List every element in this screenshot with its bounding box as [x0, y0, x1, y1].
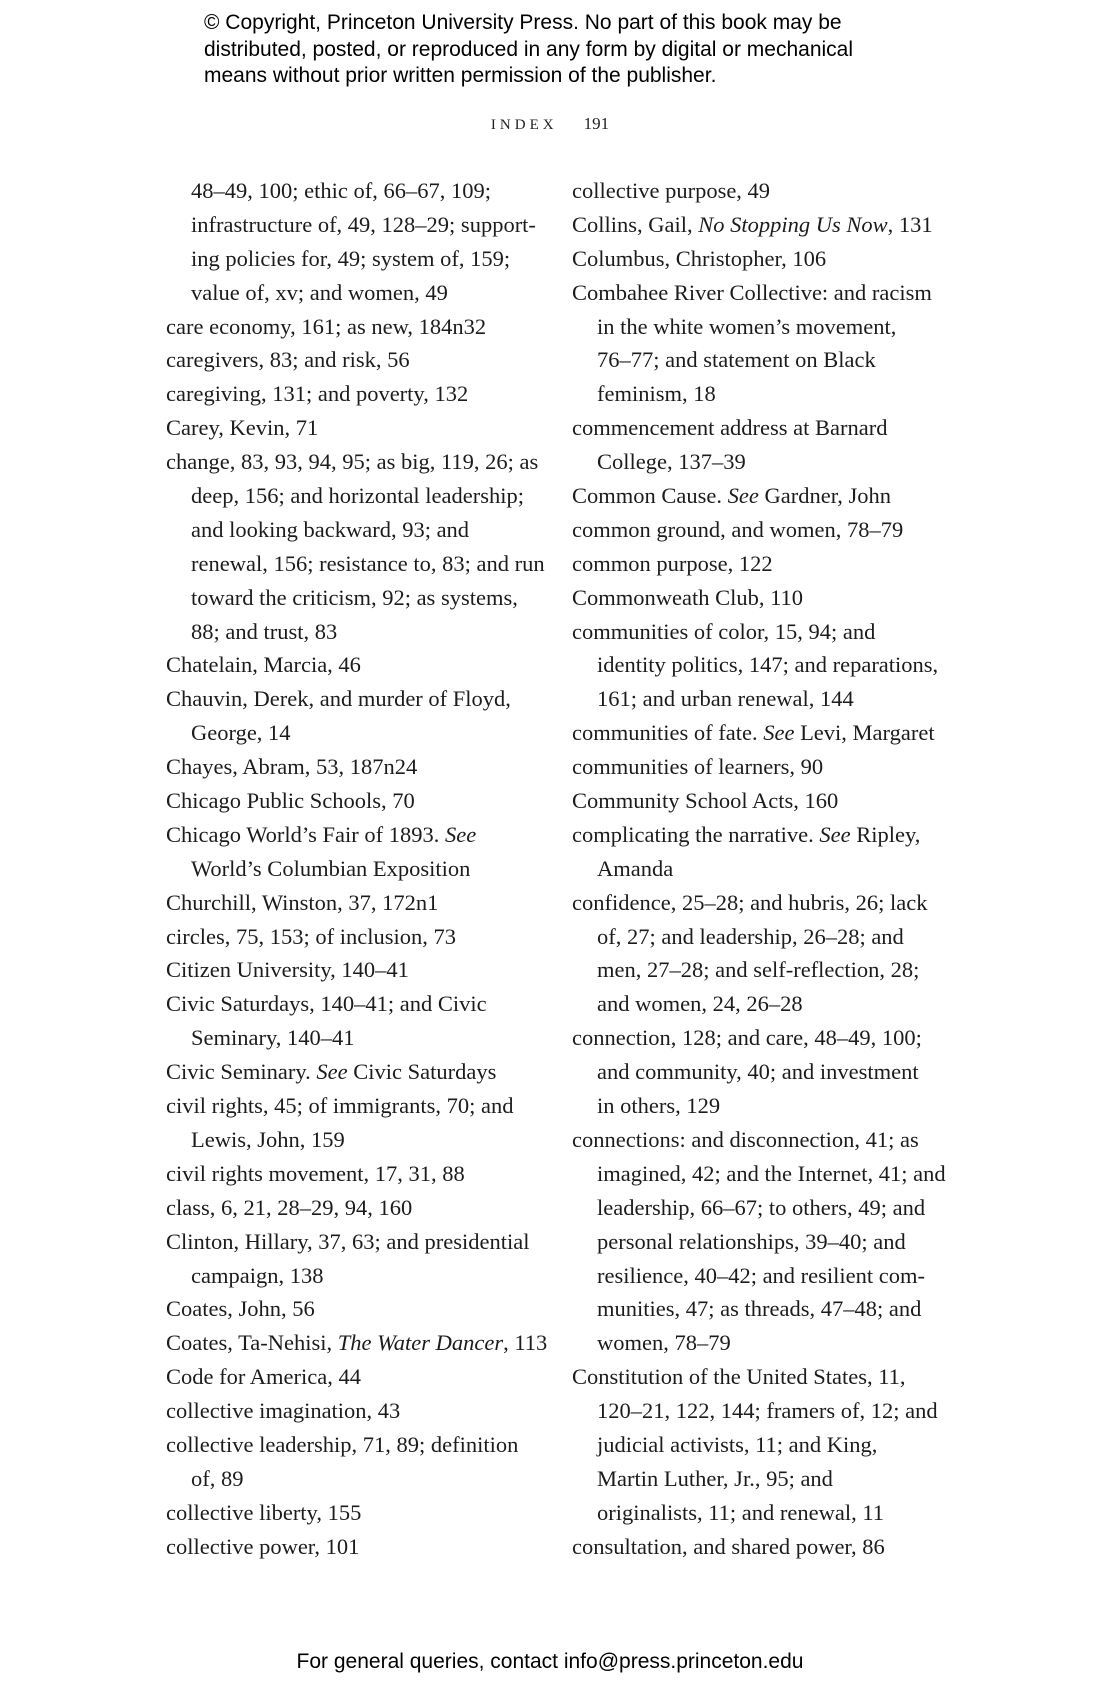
index-entry: [572, 1021, 952, 1055]
index-entry-continuation: [166, 1021, 536, 1055]
index-entry: [572, 1123, 952, 1157]
index-entry-continuation: [572, 1462, 952, 1496]
index-entry-continuation: [572, 852, 952, 886]
index-entry-continuation: [166, 615, 536, 649]
index-entry-continuation: [572, 920, 952, 954]
index-entry: [166, 953, 536, 987]
entry-text: Commonweath Club, 110: [572, 584, 804, 610]
entry-text: George, 14: [191, 720, 291, 746]
index-entry: [166, 1089, 536, 1123]
index-entry: [166, 920, 536, 954]
index-entry-continuation: [572, 987, 952, 1021]
entry-text: munities, 47; as threads, 47–48; and: [597, 1296, 922, 1322]
index-entry: [166, 818, 536, 852]
entry-text: caregiving, 131; and poverty, 132: [166, 381, 469, 407]
index-entry-continuation: [572, 953, 952, 987]
index-entry-continuation: [572, 343, 952, 377]
entry-text: Civic Saturdays: [347, 1059, 497, 1085]
entry-text: Chauvin, Derek, and murder of Floyd,: [166, 686, 511, 712]
entry-text: Chatelain, Marcia, 46: [166, 652, 361, 678]
entry-text: Columbus, Christopher, 106: [572, 245, 827, 271]
entry-text: class, 6, 21, 28–29, 94, 160: [166, 1194, 413, 1220]
entry-text: Coates, Ta-Nehisi,: [166, 1330, 338, 1356]
italic-text: The Water Dancer: [337, 1330, 504, 1356]
entry-text: of, 89: [191, 1465, 244, 1491]
entry-text: leadership, 66–67; to others, 49; and: [597, 1194, 926, 1220]
entry-text: , 131: [887, 211, 933, 237]
index-entry-continuation: [166, 581, 536, 615]
index-entry-continuation: [572, 1157, 952, 1191]
index-entry: [166, 1394, 536, 1428]
entry-text: in the white women’s movement,: [597, 313, 897, 339]
entry-text: men, 27–28; and self-reflection, 28;: [597, 957, 920, 983]
entry-text: , 113: [503, 1330, 548, 1356]
entry-text: ing policies for, 49; system of, 159;: [191, 245, 511, 271]
entry-text: renewal, 156; resistance to, 83; and run: [191, 550, 545, 576]
entry-text: Levi, Margaret: [794, 720, 935, 746]
entry-text: Collins, Gail,: [572, 211, 699, 237]
entry-text: Common Cause.: [572, 483, 728, 509]
index-entry: [166, 886, 536, 920]
entry-text: communities of fate.: [572, 720, 764, 746]
index-entry-continuation: [572, 1496, 952, 1530]
entry-text: common ground, and women, 78–79: [572, 516, 904, 542]
index-entry: [166, 1157, 536, 1191]
entry-text: originalists, 11; and renewal, 11: [597, 1499, 885, 1525]
entry-text: 161; and urban renewal, 144: [597, 686, 854, 712]
index-entry: [572, 479, 952, 513]
index-entry: [166, 343, 536, 377]
italic-text: No Stopping Us Now: [698, 211, 888, 237]
index-entry-continuation: [166, 1123, 536, 1157]
entry-text: Clinton, Hillary, 37, 63; and presidential: [166, 1228, 530, 1254]
index-entry: [572, 208, 952, 242]
entry-text: of, 27; and leadership, 26–28; and: [597, 923, 904, 949]
entry-text: complicating the narrative.: [572, 821, 820, 847]
entry-text: Gardner, John: [758, 483, 892, 509]
entry-text: infrastructure of, 49, 128–29; support-: [191, 211, 536, 237]
entry-text: resilience, 40–42; and resilient com-: [597, 1262, 926, 1288]
index-entry: [166, 1428, 536, 1462]
index-entry: [166, 1225, 536, 1259]
index-entry: [166, 1292, 536, 1326]
index-entry: [166, 648, 536, 682]
index-entry-continuation: [166, 547, 545, 581]
section-label: INDEX: [490, 117, 558, 133]
entry-text: Chayes, Abram, 53, 187n24: [166, 754, 418, 780]
index-entry: [166, 445, 539, 479]
index-entry-continuation: [572, 1326, 952, 1360]
index-entry: [166, 1496, 536, 1530]
index-entry-continuation: [166, 276, 536, 310]
index-entry: [166, 682, 536, 716]
index-entry-continuation: [572, 682, 952, 716]
index-entry: [572, 784, 952, 818]
index-entry: [572, 1360, 952, 1394]
entry-text: civil rights movement, 17, 31, 88: [166, 1160, 465, 1186]
entry-text: imagined, 42; and the Internet, 41; and: [597, 1160, 946, 1186]
index-entry: [572, 716, 952, 750]
index-entry: [166, 377, 536, 411]
index-entry-continuation: [166, 174, 536, 208]
index-entry: [572, 750, 952, 784]
index-entry: [572, 242, 952, 276]
index-entry: [166, 310, 536, 344]
index-left-column: [166, 174, 548, 1564]
index-entry: [572, 547, 952, 581]
entry-text: women, 78–79: [597, 1330, 731, 1356]
index-entry: [166, 750, 536, 784]
entry-text: Seminary, 140–41: [191, 1025, 355, 1051]
entry-text: value of, xv; and women, 49: [191, 279, 448, 305]
entry-text: Ripley,: [850, 821, 921, 847]
entry-text: civil rights, 45; of immigrants, 70; and: [166, 1093, 514, 1119]
index-entry: [572, 174, 952, 208]
index-entry: [166, 411, 536, 445]
entry-text: campaign, 138: [191, 1262, 324, 1288]
index-entry-continuation: [572, 1292, 952, 1326]
index-entry-continuation: [572, 1089, 952, 1123]
index-entry-continuation: [166, 479, 536, 513]
index-entry: [166, 1326, 548, 1360]
index-entry-continuation: [572, 1191, 952, 1225]
entry-text: confidence, 25–28; and hubris, 26; lack: [572, 889, 928, 915]
entry-text: Code for America, 44: [166, 1364, 361, 1390]
index-entry: [572, 886, 952, 920]
entry-text: Citizen University, 140–41: [166, 957, 409, 983]
copyright-notice: [204, 10, 924, 90]
entry-text: caregivers, 83; and risk, 56: [166, 347, 410, 373]
entry-text: 88; and trust, 83: [191, 618, 338, 644]
entry-text: collective power, 101: [166, 1533, 360, 1559]
index-entry: [166, 784, 536, 818]
copyright-line: © Copyright, Princeton University Press. No part of this book may be: [204, 11, 842, 34]
entry-text: consultation, and shared power, 86: [572, 1533, 885, 1559]
entry-text: and looking backward, 93; and: [191, 516, 470, 542]
entry-text: connections: and disconnection, 41; as: [572, 1126, 919, 1152]
index-entry-continuation: [166, 1259, 536, 1293]
entry-text: commencement address at Barnard: [572, 415, 888, 441]
italic-text: See: [763, 720, 795, 746]
entry-text: collective imagination, 43: [166, 1398, 401, 1424]
entry-text: identity politics, 147; and reparations,: [597, 652, 939, 678]
index-entry-continuation: [572, 377, 952, 411]
entry-text: connection, 128; and care, 48–49, 100;: [572, 1025, 922, 1051]
index-entry-continuation: [572, 648, 952, 682]
entry-text: College, 137–39: [597, 449, 746, 475]
index-entry: [166, 1055, 536, 1089]
entry-text: communities of learners, 90: [572, 754, 824, 780]
entry-text: collective purpose, 49: [572, 178, 771, 203]
index-entry-continuation: [166, 208, 536, 242]
entry-text: change, 83, 93, 94, 95; as big, 119, 26; as: [166, 449, 539, 475]
entry-text: Churchill, Winston, 37, 172n1: [166, 889, 439, 915]
index-entry: [572, 411, 952, 445]
index-entry-continuation: [572, 310, 952, 344]
index-entry: [572, 581, 952, 615]
running-head: [0, 114, 1100, 134]
index-entry: [166, 1191, 536, 1225]
entry-text: Chicago Public Schools, 70: [166, 788, 415, 814]
entry-text: Constitution of the United States, 11,: [572, 1364, 906, 1390]
index-entry: [166, 987, 536, 1021]
italic-text: See: [316, 1059, 348, 1085]
entry-text: 76–77; and statement on Black: [597, 347, 876, 373]
entry-text: collective liberty, 155: [166, 1499, 362, 1525]
entry-text: and women, 24, 26–28: [597, 991, 803, 1017]
entry-text: Carey, Kevin, 71: [166, 415, 319, 441]
index-entry-continuation: [166, 513, 536, 547]
page-number: 191: [583, 114, 610, 133]
entry-text: judicial activists, 11; and King,: [597, 1431, 878, 1457]
index-entry-continuation: [572, 1225, 952, 1259]
entry-text: Civic Seminary.: [166, 1059, 317, 1085]
italic-text: See: [727, 483, 759, 509]
entry-text: Lewis, John, 159: [191, 1126, 345, 1152]
index-entry: [572, 513, 952, 547]
index-entry-continuation: [166, 852, 536, 886]
index-entry: [166, 1360, 536, 1394]
italic-text: See: [819, 821, 851, 847]
entry-text: deep, 156; and horizontal leadership;: [191, 483, 525, 509]
entry-text: toward the criticism, 92; as systems,: [191, 584, 518, 610]
entry-text: communities of color, 15, 94; and: [572, 618, 876, 644]
index-entry-continuation: [572, 1394, 952, 1428]
entry-text: 120–21, 122, 144; framers of, 12; and: [597, 1398, 938, 1424]
index-entry-continuation: [572, 1259, 952, 1293]
index-entry-continuation: [166, 1462, 536, 1496]
entry-text: Martin Luther, Jr., 95; and: [597, 1465, 833, 1491]
entry-text: Amanda: [597, 855, 674, 881]
index-entry: [572, 615, 952, 649]
entry-text: common purpose, 122: [572, 550, 773, 576]
italic-text: See: [445, 821, 477, 847]
copyright-line: distributed, posted, or reproduced in any form by digital or mechanical: [204, 37, 854, 61]
footer-contact: For general queries, contact info@press.princeton.edu: [296, 1650, 804, 1673]
copyright-line: means without prior written permission of the publisher.: [204, 64, 717, 87]
entry-text: Combahee River Collective: and racism: [572, 279, 932, 305]
index-right-column: [572, 174, 952, 1564]
entry-text: World’s Columbian Exposition: [191, 855, 471, 881]
entry-text: feminism, 18: [597, 381, 716, 407]
entry-text: Civic Saturdays, 140–41; and Civic: [166, 991, 487, 1017]
index-entry-continuation: [166, 716, 536, 750]
index-entry-continuation: [572, 1428, 952, 1462]
index-entry: [572, 1530, 952, 1564]
index-entry: [166, 1530, 536, 1564]
entry-text: 48–49, 100; ethic of, 66–67, 109;: [191, 178, 491, 203]
entry-text: care economy, 161; as new, 184n32: [166, 313, 487, 339]
entry-text: and community, 40; and investment: [597, 1059, 919, 1085]
entry-text: Chicago World’s Fair of 1893.: [166, 821, 445, 847]
entry-text: in others, 129: [597, 1093, 721, 1119]
entry-text: personal relationships, 39–40; and: [597, 1228, 906, 1254]
entry-text: Community School Acts, 160: [572, 788, 839, 814]
index-entry-continuation: [572, 1055, 952, 1089]
index-entry: [572, 818, 952, 852]
entry-text: Coates, John, 56: [166, 1296, 315, 1322]
index-entry-continuation: [166, 242, 536, 276]
entry-text: collective leadership, 71, 89; definition: [166, 1431, 519, 1457]
entry-text: circles, 75, 153; of inclusion, 73: [166, 923, 456, 949]
index-entry-continuation: [572, 445, 952, 479]
index-entry: [572, 276, 952, 310]
